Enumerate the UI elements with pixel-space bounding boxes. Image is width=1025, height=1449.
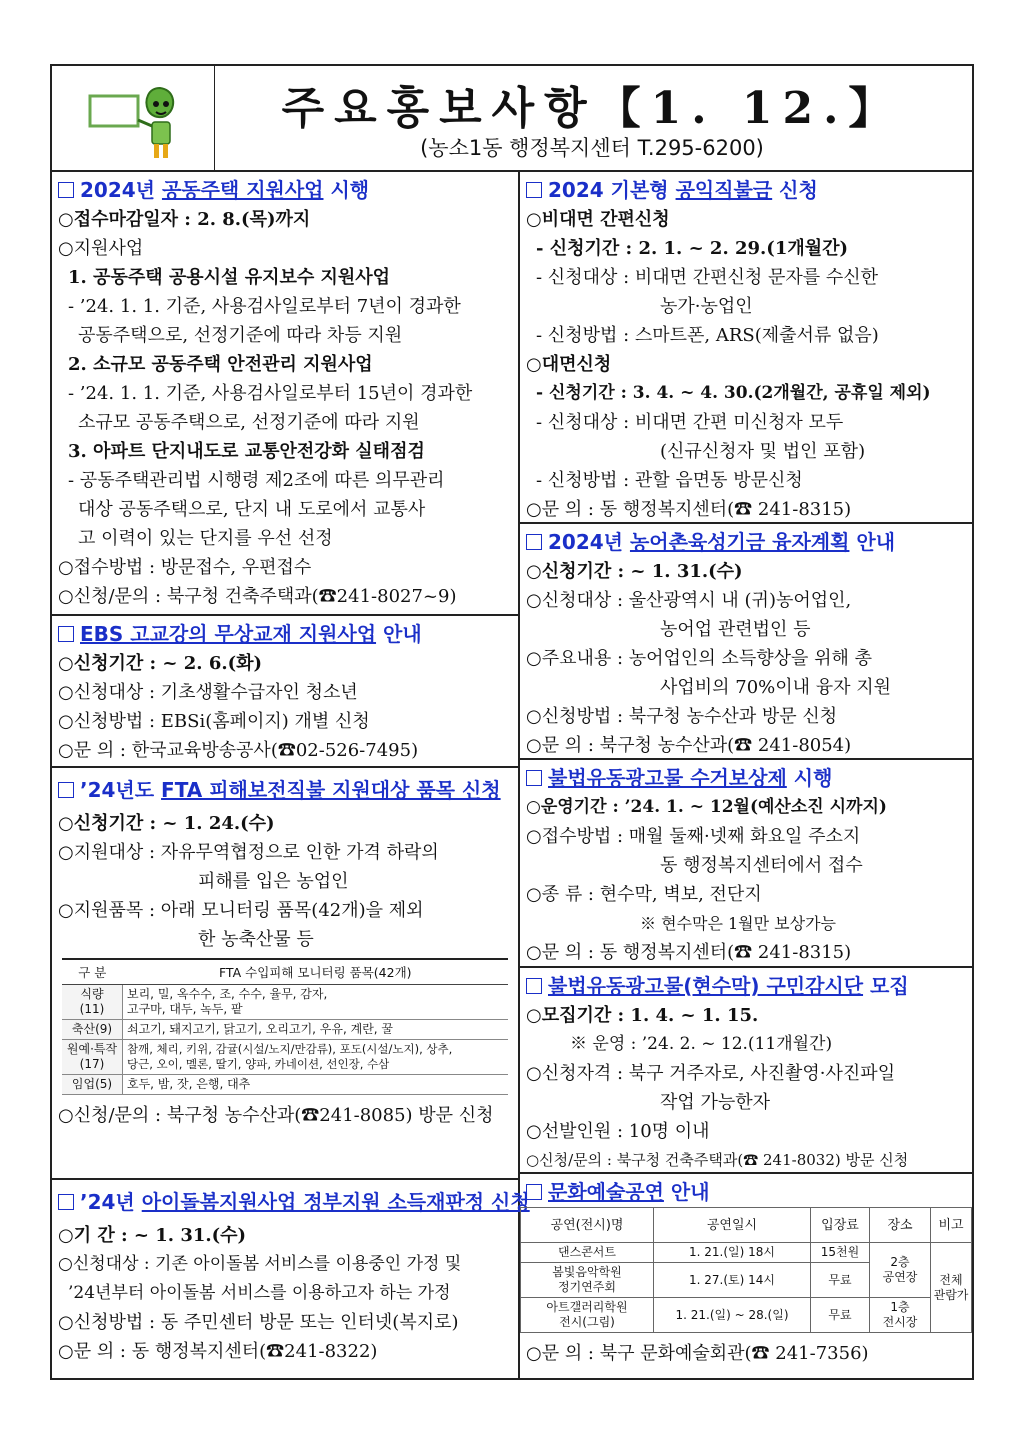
heading-prefix: 2024년 [80,178,162,202]
heading-suffix: 안내 [663,1180,710,1204]
heading-underlined: 문화예술공연 [548,1180,664,1204]
table-cell: 전체 관람가 [931,1243,972,1333]
table-header-cell: 공연일시 [654,1208,811,1243]
section-childcare [52,1178,530,1366]
section-public-payment [520,172,972,524]
table-row [62,985,508,1020]
list-item: - ’24. 1. 1. 기준, 사용검사일로부터 7년이 경과한 [68,296,461,317]
fta-items-table [62,958,508,1095]
list-item: ○운영기간 : ’24. 1. ~ 12월(예산소진 시까지) [526,797,887,817]
section-heading [52,1180,530,1217]
list-item: ○신청기간 : ~ 1. 24.(수) [58,813,275,834]
section-fta-support [52,766,518,1130]
list-item: ※ 현수막은 1월만 보상가능 [640,914,836,933]
checkbox-icon [526,770,542,786]
list-item: 고 이력이 있는 단지를 우선 선정 [78,528,333,549]
heading-suffix: 안내 [376,622,422,646]
list-item: ○지원대상 : 자유무역협정으로 인한 가격 하락의 [58,842,439,863]
heading-suffix: 모집 [863,974,909,998]
mascot-logo [52,66,215,170]
table-cell: 1. 21.(일) ~ 28.(일) [654,1298,811,1333]
checkbox-icon [526,978,542,994]
table-cell: 원예·특작 (17) [62,1040,123,1075]
heading-prefix: ’24년도 [80,778,162,802]
list-item: ○접수방법 : 매월 둘째·넷째 화요일 주소지 [526,826,861,847]
table-row [62,1020,508,1040]
list-item: 사업비의 70%이내 융자 지원 [660,677,892,698]
checkbox-icon [526,1184,542,1200]
section-heading [520,172,972,205]
list-item: 3. 아파트 단지내도로 교통안전강화 실태점검 [68,441,425,462]
section-ad-reward [520,758,972,967]
section-ad-monitor [520,966,972,1175]
performance-table [520,1207,972,1333]
list-item: 대상 공동주택으로, 단지 내 도로에서 교통사 [78,499,426,520]
checkbox-icon [58,1194,74,1210]
heading-suffix: 안내 [849,530,896,554]
list-item: - 신청대상 : 비대면 간편신청 문자를 수신한 [536,267,879,288]
table-header-cell: 비고 [931,1208,972,1243]
list-item: - 신청방법 : 관할 읍면동 방문신청 [536,470,803,491]
table-cell: 아트갤러리학원 전시(그림) [521,1298,654,1333]
list-item: ○신청/문의 : 북구청 건축주택과(☎ 241-8032) 방문 신청 [526,1151,909,1169]
checkbox-icon [58,182,74,198]
section-performances [520,1172,972,1368]
list-item: 피해를 입은 농업인 [198,871,349,892]
table-row [521,1298,972,1333]
heading-suffix: 신청 [772,178,818,202]
table-cell: 1. 27.(토) 14시 [654,1263,811,1298]
list-item: 작업 가능한자 [660,1092,771,1113]
heading-underlined: 불법유동광고물(현수막) 구민감시단 [548,974,864,998]
list-item: ○주요내용 : 농어업인의 소득향상을 위해 총 [526,648,872,669]
heading-prefix: 2024년 [548,530,630,554]
table-cell: 15천원 [811,1243,870,1263]
header [52,66,972,172]
heading-underlined: 공동주택 지원사업 [161,178,324,202]
list-item: ○문 의 : 동 행정복지센터(☎241-8322) [58,1341,378,1362]
list-item: ○대면신청 [526,354,612,375]
table-cell: 1. 21.(일) 18시 [654,1243,811,1263]
list-item: ○신청자격 : 북구 거주자로, 사진촬영·사진파일 [526,1063,896,1084]
section-ebs-textbook [52,614,518,765]
table-row [62,1040,508,1075]
list-item: ○문 의 : 북구 문화예술회관(☎ 241-7356) [526,1343,869,1364]
list-item: ○신청대상 : 울산광역시 내 (귀)농어업인, [526,590,852,611]
list-item: ○문 의 : 한국교육방송공사(☎02-526-7495) [58,740,419,761]
section-heading [52,768,518,805]
right-column [520,172,972,1380]
list-item: ○신청대상 : 기존 아이돌봄 서비스를 이용중인 가정 및 [58,1254,462,1274]
table-header-cell: FTA 수입피해 모니터링 품목(42개) [123,959,509,985]
heading-underlined: 공익직불금 [675,178,773,202]
section-heading [520,524,972,557]
heading-underlined: 농어촌육성기금 융자계획 [629,530,850,554]
table-cell: 무료 [811,1263,870,1298]
list-item: - 신청기간 : 2. 1. ~ 2. 29.(1개월간) [536,238,849,259]
list-item: - 공동주택관리법 시행령 제2조에 따른 의무관리 [68,470,445,491]
list-item: 농어업 관련법인 등 [660,619,811,640]
list-item: - 신청대상 : 비대면 간편 미신청자 모두 [536,412,844,433]
heading-prefix: 2024 기본형 [548,178,676,202]
list-item: ○비대면 간편신청 [526,209,670,230]
list-item: ○지원사업 [58,238,144,259]
list-item: 한 농축산물 등 [198,929,314,950]
list-item: ○신청방법 : 북구청 농수산과 방문 신청 [526,706,838,727]
table-row [521,1243,972,1263]
list-item: ○신청/문의 : 북구청 건축주택과(☎241-8027~9) [58,586,457,607]
checkbox-icon [526,182,542,198]
section-rural-fund [520,522,972,760]
heading-suffix: 시행 [323,178,370,202]
list-item: ○문 의 : 북구청 농수산과(☎ 241-8054) [526,735,852,756]
checkbox-icon [58,782,74,798]
list-item: ○신청/문의 : 북구청 농수산과(☎241-8085) 방문 신청 [58,1105,494,1126]
list-item: ○지원품목 : 아래 모니터링 품목(42개)을 제외 [58,900,424,921]
list-item: 2. 소규모 공동주택 안전관리 지원사업 [68,354,373,375]
table-cell: 축산(9) [62,1020,123,1040]
list-item: 공동주택으로, 선정기준에 따라 차등 지원 [78,325,403,346]
table-header-cell: 장소 [870,1208,931,1243]
table-cell: 1층 전시장 [870,1298,931,1333]
list-item: - ’24. 1. 1. 기준, 사용검사일로부터 15년이 경과한 [68,383,473,404]
list-item: ○기 간 : ~ 1. 31.(수) [58,1225,247,1246]
list-item: ○종 류 : 현수막, 벽보, 전단지 [526,884,762,905]
list-item: ○문 의 : 동 행정복지센터(☎ 241-8315) [526,942,852,963]
mascot-icon [52,66,212,170]
list-item: ○모집기간 : 1. 4. ~ 1. 15. [526,1005,759,1026]
list-item: ○선발인원 : 10명 이내 [526,1121,710,1142]
list-item: (신규신청자 및 법인 포함) [660,441,866,462]
table-cell: 참깨, 체리, 키위, 감귤(시설/노지/만감류), 포도(시설/노지), 상추, 당근, 오이, 멜론, 딸기, 양파, 카네이션, 선인장, 수삼 [123,1040,509,1075]
section-heading [520,1174,972,1207]
heading-underlined: 아이돌봄지원사업 정부지원 소득재판정 신청 [141,1190,530,1214]
heading-underlined: FTA 피해보전직불 지원대상 품목 신청 [161,778,501,802]
list-item: ○신청기간 : ~ 2. 6.(화) [58,653,263,674]
list-item: ○신청기간 : ~ 1. 31.(수) [526,561,743,582]
table-header-cell: 입장료 [811,1208,870,1243]
table-header-cell: 구 분 [62,959,123,985]
table-cell: 2층 공연장 [870,1243,931,1298]
table-cell: 보리, 밀, 옥수수, 조, 수수, 율무, 감자, 고구마, 대두, 녹두, 팥 [123,985,509,1020]
list-item: ○신청방법 : 동 주민센터 방문 또는 인터넷(복지로) [58,1312,459,1333]
list-item: - 신청기간 : 3. 4. ~ 4. 30.(2개월간, 공휴일 제외) [536,383,931,403]
list-item: ○접수방법 : 방문접수, 우편접수 [58,557,312,578]
list-item: ○접수마감일자 : 2. 8.(목)까지 [58,209,311,230]
heading-underlined: 불법유동광고물 수거보상제 [548,766,787,790]
section-heading [52,616,518,649]
table-row [62,1075,508,1095]
list-item: 소규모 공동주택으로, 선정기준에 따라 지원 [78,412,420,433]
page-title: 주요홍보사항【1. 12.】 [281,83,903,134]
table-header-cell: 공연(전시)명 [521,1208,654,1243]
table-cell: 무료 [811,1298,870,1333]
checkbox-icon [58,626,74,642]
table-cell: 댄스콘서트 [521,1243,654,1263]
list-item: 동 행정복지센터에서 접수 [660,855,863,876]
notice-frame [50,64,974,1380]
page-subtitle: (농소1동 행정복지센터 T.295-6200) [420,136,764,160]
list-item: 1. 공동주택 공용시설 유지보수 지원사업 [68,267,391,288]
section-heading [52,172,518,205]
heading-suffix: 시행 [786,766,833,790]
section-heading [520,760,972,793]
table-cell: 식량 (11) [62,985,123,1020]
list-item: ○문 의 : 동 행정복지센터(☎ 241-8315) [526,499,852,520]
section-housing-support [52,172,518,611]
table-cell: 쇠고기, 돼지고기, 닭고기, 오리고기, 우유, 계란, 꿀 [123,1020,509,1040]
heading-underlined: EBS 고교강의 무상교재 지원사업 [80,622,377,646]
checkbox-icon [526,534,542,550]
table-cell: 호두, 밤, 잣, 은행, 대추 [123,1075,509,1095]
list-item: ’24년부터 아이돌봄 서비스를 이용하고자 하는 가정 [68,1283,451,1303]
list-item: ○신청방법 : EBSi(홈페이지) 개별 신청 [58,711,370,732]
list-item: - 신청방법 : 스마트폰, ARS(제출서류 없음) [536,325,879,346]
list-item: 농가·농업인 [660,296,753,317]
heading-prefix: ’24년 [80,1190,142,1214]
left-column [52,172,530,1380]
list-item: ※ 운영 : ’24. 2. ~ 12.(11개월간) [570,1034,833,1054]
section-heading [520,968,972,1001]
list-item: ○신청대상 : 기초생활수급자인 청소년 [58,682,358,703]
table-cell: 임업(5) [62,1075,123,1095]
table-cell: 봄빛음악학원 정기연주회 [521,1263,654,1298]
